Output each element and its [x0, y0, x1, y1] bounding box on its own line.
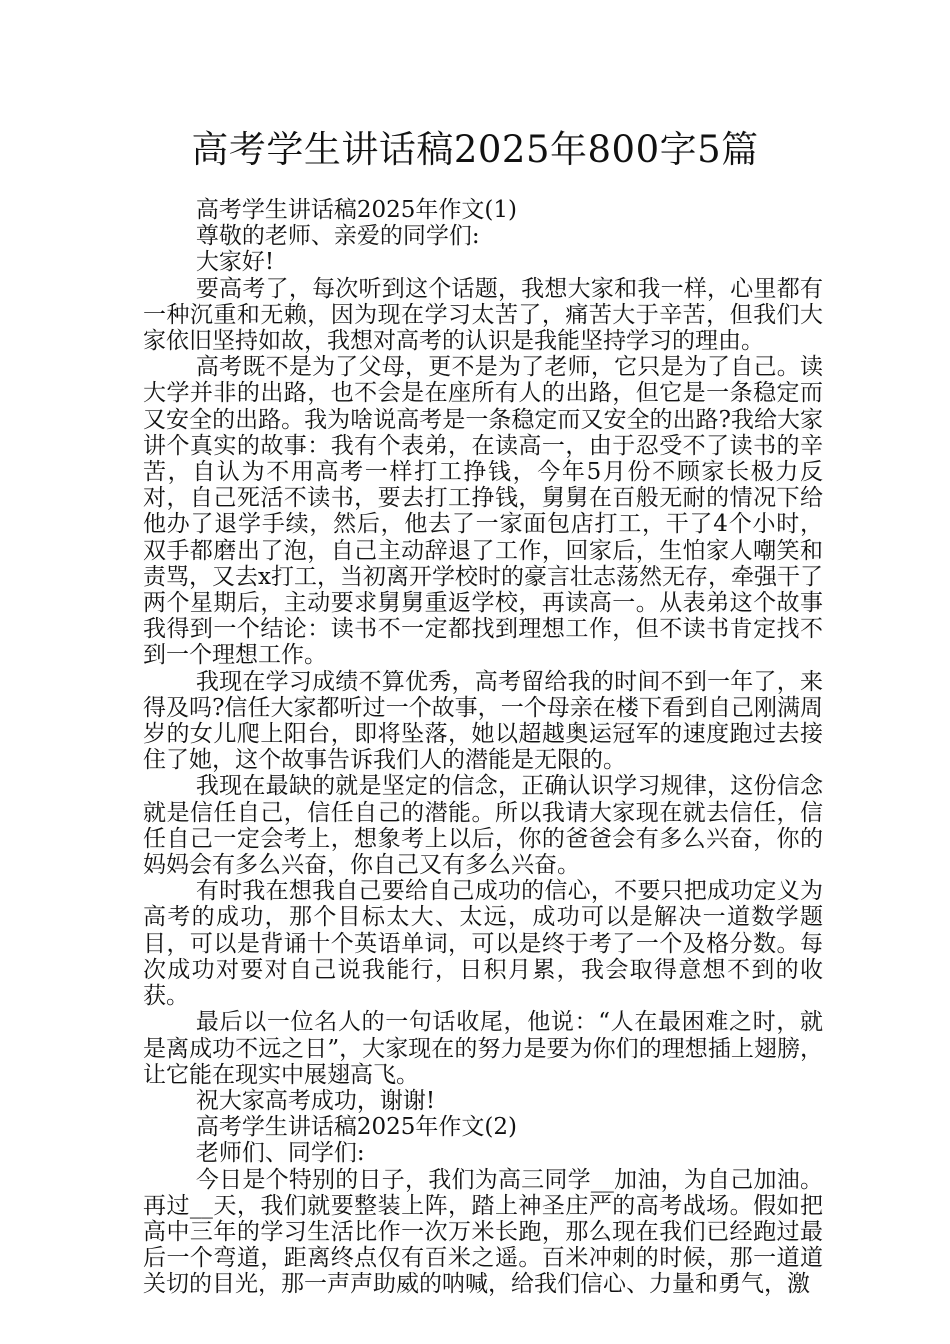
essay-heading: 高考学生讲话稿2025年作文(1) — [195, 197, 518, 223]
paragraph: 今日是个特别的日子，我们为高三同学__加油，为自己加油。再过__天，我们就要整装上阵，踏上神圣庄严的高考战场。假如把高中三年的学习生活比作一次万米长跑，那么现在我们已经跑过最后一个弯道，距离终点仅有百米之遥。百米冲刺的时候，那一道道关切的目光，那一声声助威的呐喊，给我们信心、力量和勇气，激 — [143, 1166, 823, 1298]
paragraph: 要高考了，每次听到这个话题，我想大家和我一样，心里都有一种沉重和无赖，因为现在学习太苦了，痛苦大于辛苦，但我们大家依旧坚持如故，我想对高考的认识是我能坚持学习的理由。 — [143, 275, 823, 355]
paragraph: 高考既不是为了父母，更不是为了老师，它只是为了自己。读大学并非的出路，也不会是在座所有人的出路，但它是一条稳定而又安全的出路。我为啥说高考是一条稳定而又安全的出路?我给大家讲个真实的故事：我有个表弟，在读高一，由于忍受不了读书的辛苦，自认为不用高考一样打工挣钱，今年5月份不顾家长极力反对，自己死活不读书，要去打工挣钱，舅舅在百般无耐的情况下给他办了退学手续，然后，他去了一家面包店打工，干了4个小时，双手都磨出了泡，自己主动辞退了工作，回家后，生怕家人嘲笑和责骂，又去x打工，当初离开学校时的豪言壮志荡然无存，牵强干了两个星期后，主动要求舅舅重返学校，再读高一。从表弟这个故事我得到一个结论：读书不一定都找到理想工作，但不读书肯定找不到一个理想工作。 — [143, 354, 823, 669]
paragraph: 最后以一位名人的一句话收尾，他说：“人在最困难之时，就是离成功不远之日”，大家现在的努力是要为你们的理想插上翅膀，让它能在现实中展翅高飞。 — [143, 1009, 823, 1088]
document-title: 高考学生讲话稿2025年800字5篇 — [191, 128, 759, 171]
greeting: 大家好! — [195, 249, 275, 276]
salutation: 尊敬的老师、亲爱的同学们: — [195, 223, 480, 250]
paragraph: 我现在学习成绩不算优秀，高考留给我的时间不到一年了，来得及吗?信任大家都听过一个故事，一个母亲在楼下看到自己刚满周岁的女儿爬上阳台，即将坠落，她以超越奥运冠军的速度跑过去接住了她，这个故事告诉我们人的潜能是无限的。 — [143, 668, 823, 774]
salutation: 老师们、同学们: — [195, 1140, 365, 1167]
paragraph: 有时我在想我自己要给自己成功的信心，不要只把成功定义为高考的成功，那个目标太大、太远，成功可以是解决一道数学题目，可以是背诵十个英语单词，可以是终于考了一个及格分数。每次成功对要对自己说我能行，日积月累，我会取得意想不到的收获。 — [143, 878, 823, 1010]
essay-heading: 高考学生讲话稿2025年作文(2) — [195, 1114, 518, 1141]
paragraph: 我现在最缺的就是坚定的信念，正确认识学习规律，这份信念就是信任自己，信任自己的潜能。所以我请大家现在就去信任，信任自己一定会考上，想象考上以后，你的爸爸会有多么兴奋，你的妈妈会有多么兴奋，你自己又有多么兴奋。 — [143, 773, 823, 879]
document-body — [143, 197, 823, 1298]
closing: 祝大家高考成功，谢谢! — [195, 1087, 436, 1114]
